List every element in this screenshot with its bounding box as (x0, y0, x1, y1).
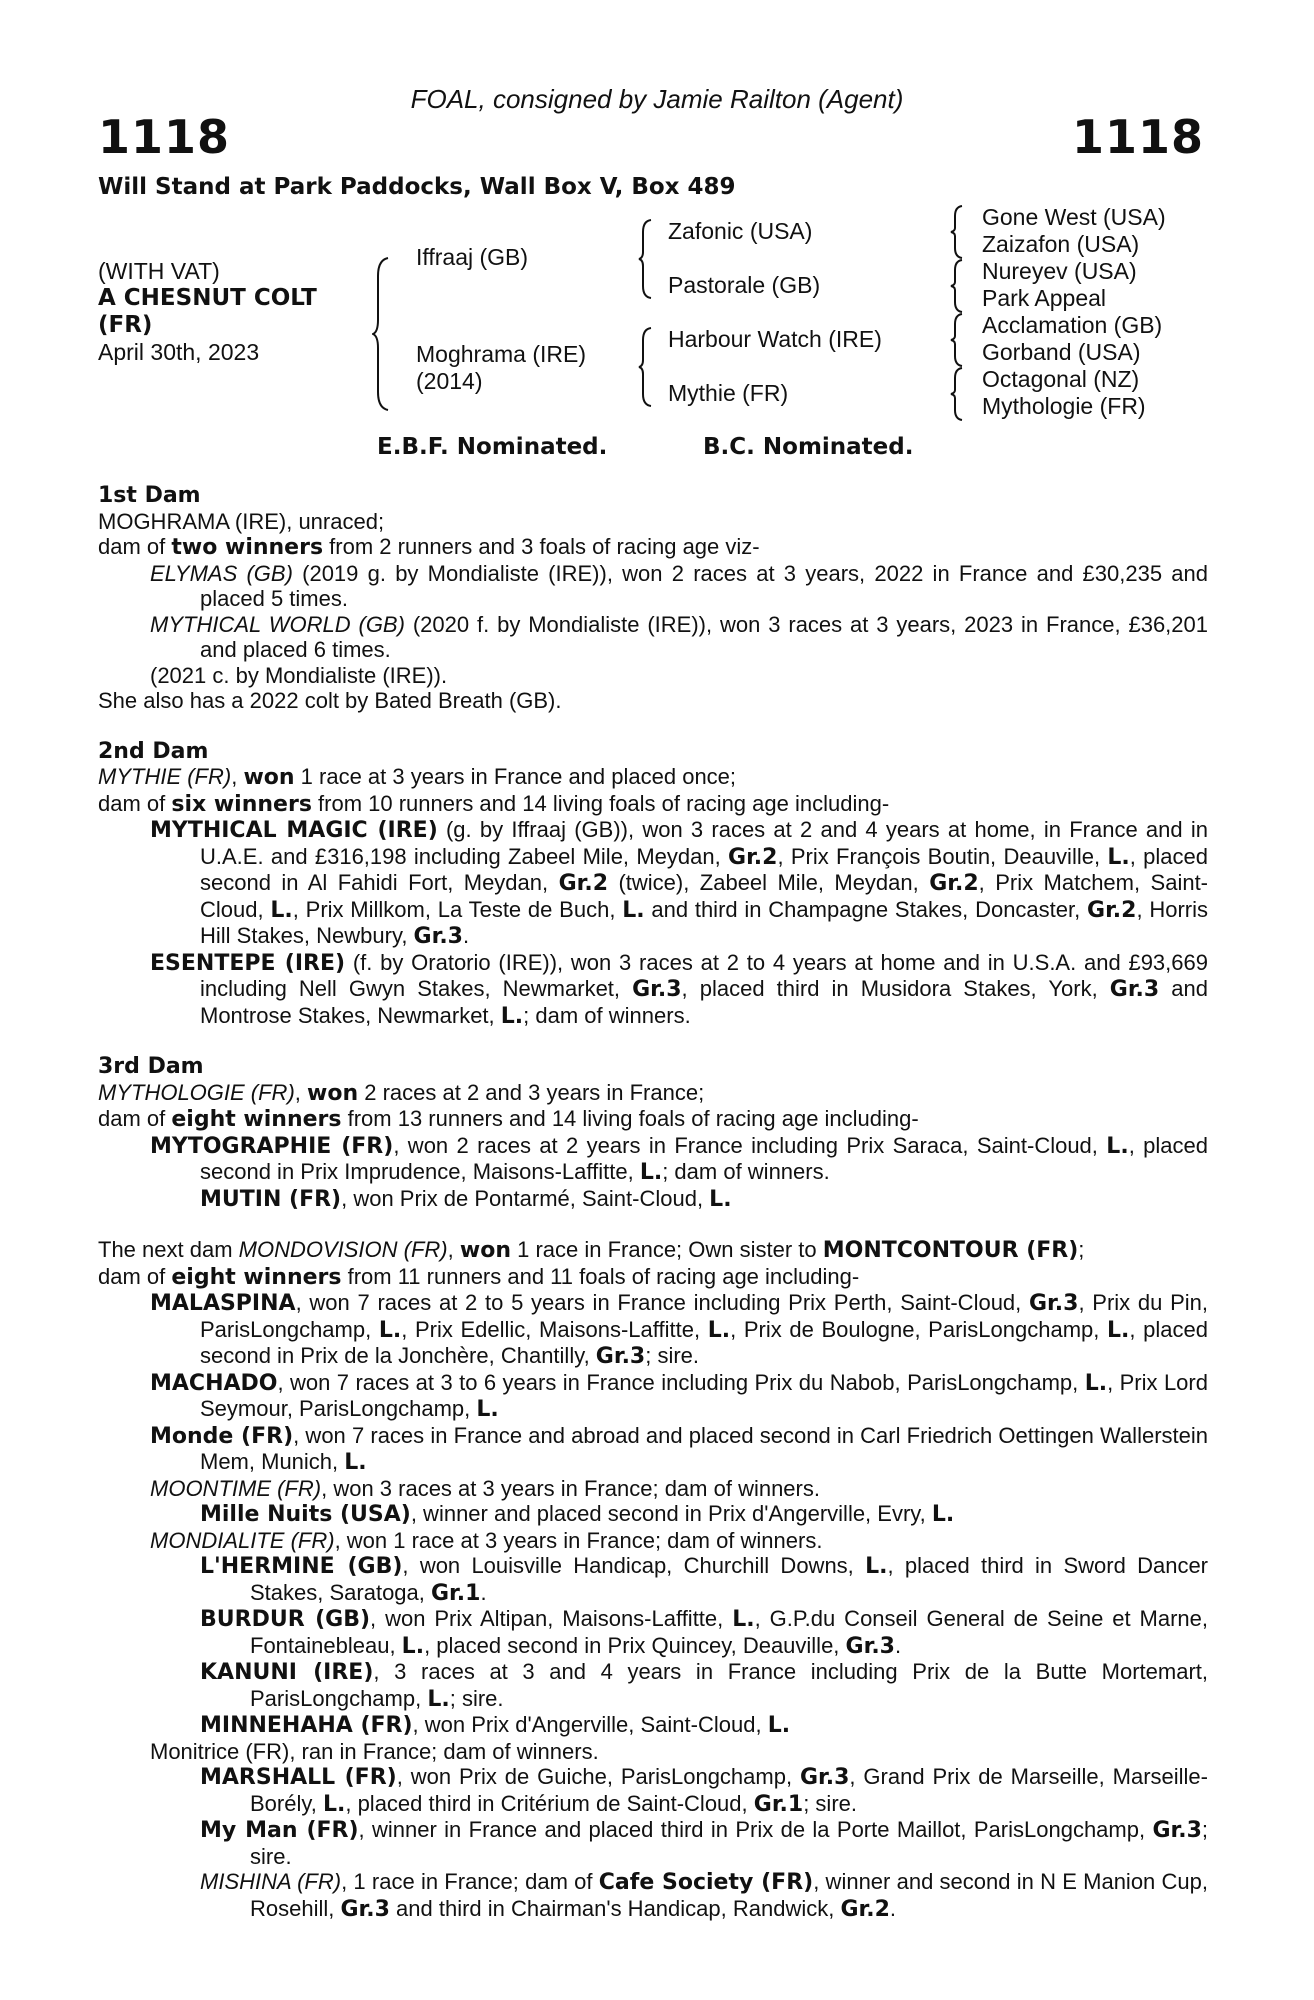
dam1-runner-2021: (2021 c. by Mondialiste (IRE)). (150, 662, 448, 688)
dam4-runner-malaspina: MALASPINA, won 7 races at 2 to 5 years in France including Prix Perth, Saint-Cloud, Gr.3, Prix du Pin, ParisLongchamp, L., Prix Edellic, Maisons-Laffitte, L., Prix de Boulogne, ParisLongchamp, L., placed second in Prix de la Jonchère, Chantilly, Gr.3; sire. (150, 1290, 1208, 1369)
dam1-last-line: She also has a 2022 colt by Bated Breath (GB). (98, 688, 562, 713)
dam4-runner-kanuni: KANUNI (IRE), 3 races at 3 and 4 years in France including Prix de la Butte Mortemart, ParisLongchamp, L.; sire. (200, 1659, 1208, 1712)
dam4-runner-monde: Monde (FR), won 7 races in France and abroad and placed second in Carl Friedrich Oettingen Wallerstein Mem, Munich, L. (150, 1422, 1208, 1475)
dam3-produce-line: dam of eight winners from 13 runners and 14 living foals of racing age including- (98, 1106, 919, 1132)
pedigree-sire: Iffraaj (GB) (416, 244, 529, 270)
dam4-runner-machado: MACHADO, won 7 races at 3 to 6 years in France including Prix du Nabob, ParisLongchamp, L., Prix Lord Seymour, ParisLongchamp, L. (150, 1369, 1208, 1422)
pedigree-brace-g3-2 (950, 258, 964, 314)
dam4-runner-minnehaha: MINNEHAHA (FR), won Prix d'Angerville, Saint-Cloud, L. (200, 1712, 791, 1738)
dam4-runner-my-man: My Man (FR), winner in France and placed third in Prix de la Porte Maillot, ParisLongchamp, Gr.3; sire. (200, 1817, 1209, 1869)
pedigree-dam-dam: Mythie (FR) (668, 380, 789, 406)
pedigree-brace-g3-3 (950, 312, 964, 368)
dam2-runner-mythical-magic: MYTHICAL MAGIC (IRE) (g. by Iffraaj (GB)), won 3 races at 2 and 4 years at home, in France and in U.A.E. and £316,198 including Zabeel Mile, Meydan, Gr.2, Prix François Boutin, Deauville, L., placed second in Al Fahidi Fort, Meydan, Gr.2 (twice), Zabeel Mile, Meydan, Gr.2, Prix Matchem, Saint-Cloud, L., Prix Millkom, La Teste de Buch, L. and third in Champagne Stakes, Doncaster, Gr.2, Horris Hill Stakes, Newbury, Gr.3. (150, 817, 1209, 949)
dam1-produce-line: dam of two winners from 2 runners and 3 foals of racing age viz- (98, 534, 760, 560)
dam4-runner-burdur: BURDUR (GB), won Prix Altipan, Maisons-Laffitte, L., G.P.du Conseil General de Seine et Marne, Fontainebleau, L., placed second in Prix Quincey, Deauville, Gr.3. (200, 1606, 1208, 1659)
dam2-name-line: MYTHIE (FR), won 1 race at 3 years in France and placed once; (98, 764, 737, 790)
dam4-runner-lhermine: L'HERMINE (GB), won Louisville Handicap, Churchill Downs, L., placed third in Sword Dancer Stakes, Saratoga, Gr.1. (200, 1553, 1209, 1606)
pedigree-brace-g3-4 (950, 366, 964, 422)
pedigree-g3-2: Zaizafon (USA) (982, 231, 1140, 257)
section-gap (98, 1212, 1208, 1237)
dam4-runner-moontime: MOONTIME (FR), won 3 races at 3 years in France; dam of winners. (150, 1475, 820, 1501)
dam3-heading: 3rd Dam (98, 1054, 204, 1079)
dam1-runner-elymas: ELYMAS (GB) (2019 g. by Mondialiste (IRE)), won 2 races at 3 years, 2022 in France and £30,235 and placed 5 times. (150, 560, 1208, 611)
dam2-heading: 2nd Dam (98, 738, 209, 764)
pedigree-brace-sire (638, 218, 654, 300)
dam4-runner-mondialite: MONDIALITE (FR), won 1 race at 3 years in France; dam of winners. (150, 1527, 823, 1553)
subject-block (98, 258, 317, 366)
lot-number-left: 1118 (98, 110, 231, 164)
pedigree-g3-7: Octagonal (NZ) (982, 366, 1140, 392)
catalogue-body (98, 483, 1208, 1922)
dam2-runner-esentepe: ESENTEPE (IRE) (f. by Oratorio (IRE)), won 3 races at 2 to 4 years at home and in U.S.A. and £93,669 including Nell Gwyn Stakes, Newmarket, Gr.3, placed third in Musidora Stakes, York, Gr.3 and Montrose Stakes, Newmarket, L.; dam of winners. (150, 949, 1208, 1029)
dam4-runner-marshall: MARSHALL (FR), won Prix de Guiche, ParisLongchamp, Gr.3, Grand Prix de Marseille, Marseille-Borély, L., placed third in Critérium de Saint-Cloud, Gr.1; sire. (200, 1764, 1208, 1817)
pedigree-g3-5: Acclamation (GB) (982, 312, 1163, 338)
pedigree-dam-sire: Harbour Watch (IRE) (668, 326, 882, 352)
pedigree-g3-1: Gone West (USA) (982, 204, 1166, 230)
pedigree-g3-6: Gorband (USA) (982, 339, 1141, 365)
dam4-name-line: The next dam MONDOVISION (FR), won 1 race in France; Own sister to MONTCONTOUR (FR); (98, 1237, 1085, 1263)
dam4-runner-mille-nuits: Mille Nuits (USA), winner and placed second in Prix d'Angerville, Evry, L. (200, 1501, 955, 1527)
foaling-date: April 30th, 2023 (98, 339, 260, 365)
dam3-runner-mytographie: MYTOGRAPHIE (FR), won 2 races at 2 years in France including Prix Saraca, Saint-Cloud, L., placed second in Prix Imprudence, Maisons-Laffitte, L.; dam of winners. (150, 1132, 1209, 1185)
dam1-heading: 1st Dam (98, 483, 201, 508)
pedigree-brace-g3-1 (950, 204, 964, 260)
dam4-runner-monitrice: Monitrice (FR), ran in France; dam of winners. (150, 1738, 599, 1764)
dam3-name-line: MYTHOLOGIE (FR), won 2 races at 2 and 3 years in France; (98, 1079, 705, 1106)
pedigree-dam: Moghrama (IRE) (416, 341, 586, 367)
lot-number-right: 1118 (1071, 110, 1204, 164)
dam4-produce-line: dam of eight winners from 11 runners and 11 foals of racing age including- (98, 1263, 860, 1290)
stand-location: Will Stand at Park Paddocks, Wall Box V, Box 489 (98, 174, 736, 200)
ebf-nomination: E.B.F. Nominated. (377, 434, 608, 460)
bc-nomination: B.C. Nominated. (703, 434, 914, 460)
consignor-line: FOAL, consigned by Jamie Railton (Agent) (410, 84, 904, 114)
pedigree-g3-8: Mythologie (FR) (982, 393, 1146, 419)
subject-origin: (FR) (98, 312, 153, 338)
pedigree-dam-year: (2014) (416, 368, 483, 394)
pedigree-brace-main (372, 256, 392, 412)
pedigree-brace-dam (638, 326, 654, 408)
dam1-runner-mythical-world: MYTHICAL WORLD (GB) (2020 f. by Mondialiste (IRE)), won 3 races at 3 years, 2023 in France, £36,201 and placed 6 times. (150, 611, 1209, 662)
pedigree-sire-sire: Zafonic (USA) (668, 218, 813, 244)
dam4-runner-mishina: MISHINA (FR), 1 race in France; dam of Cafe Society (FR), winner and second in N E Manion Cup, Rosehill, Gr.3 and third in Chairman's Handicap, Randwick, Gr.2. (200, 1869, 1208, 1922)
dam3-runner-mutin: MUTIN (FR), won Prix de Pontarmé, Saint-Cloud, L. (200, 1185, 732, 1212)
dam1-name-line: MOGHRAMA (IRE), unraced; (98, 508, 385, 534)
pedigree-g3-4: Park Appeal (982, 285, 1107, 311)
dam2-produce-line: dam of six winners from 10 runners and 14 living foals of racing age including- (98, 790, 890, 817)
subject-name: A CHESNUT COLT (98, 285, 317, 311)
vat-note: (WITH VAT) (98, 258, 220, 284)
pedigree-sire-dam: Pastorale (GB) (668, 272, 821, 298)
pedigree-g3-3: Nureyev (USA) (982, 258, 1137, 284)
